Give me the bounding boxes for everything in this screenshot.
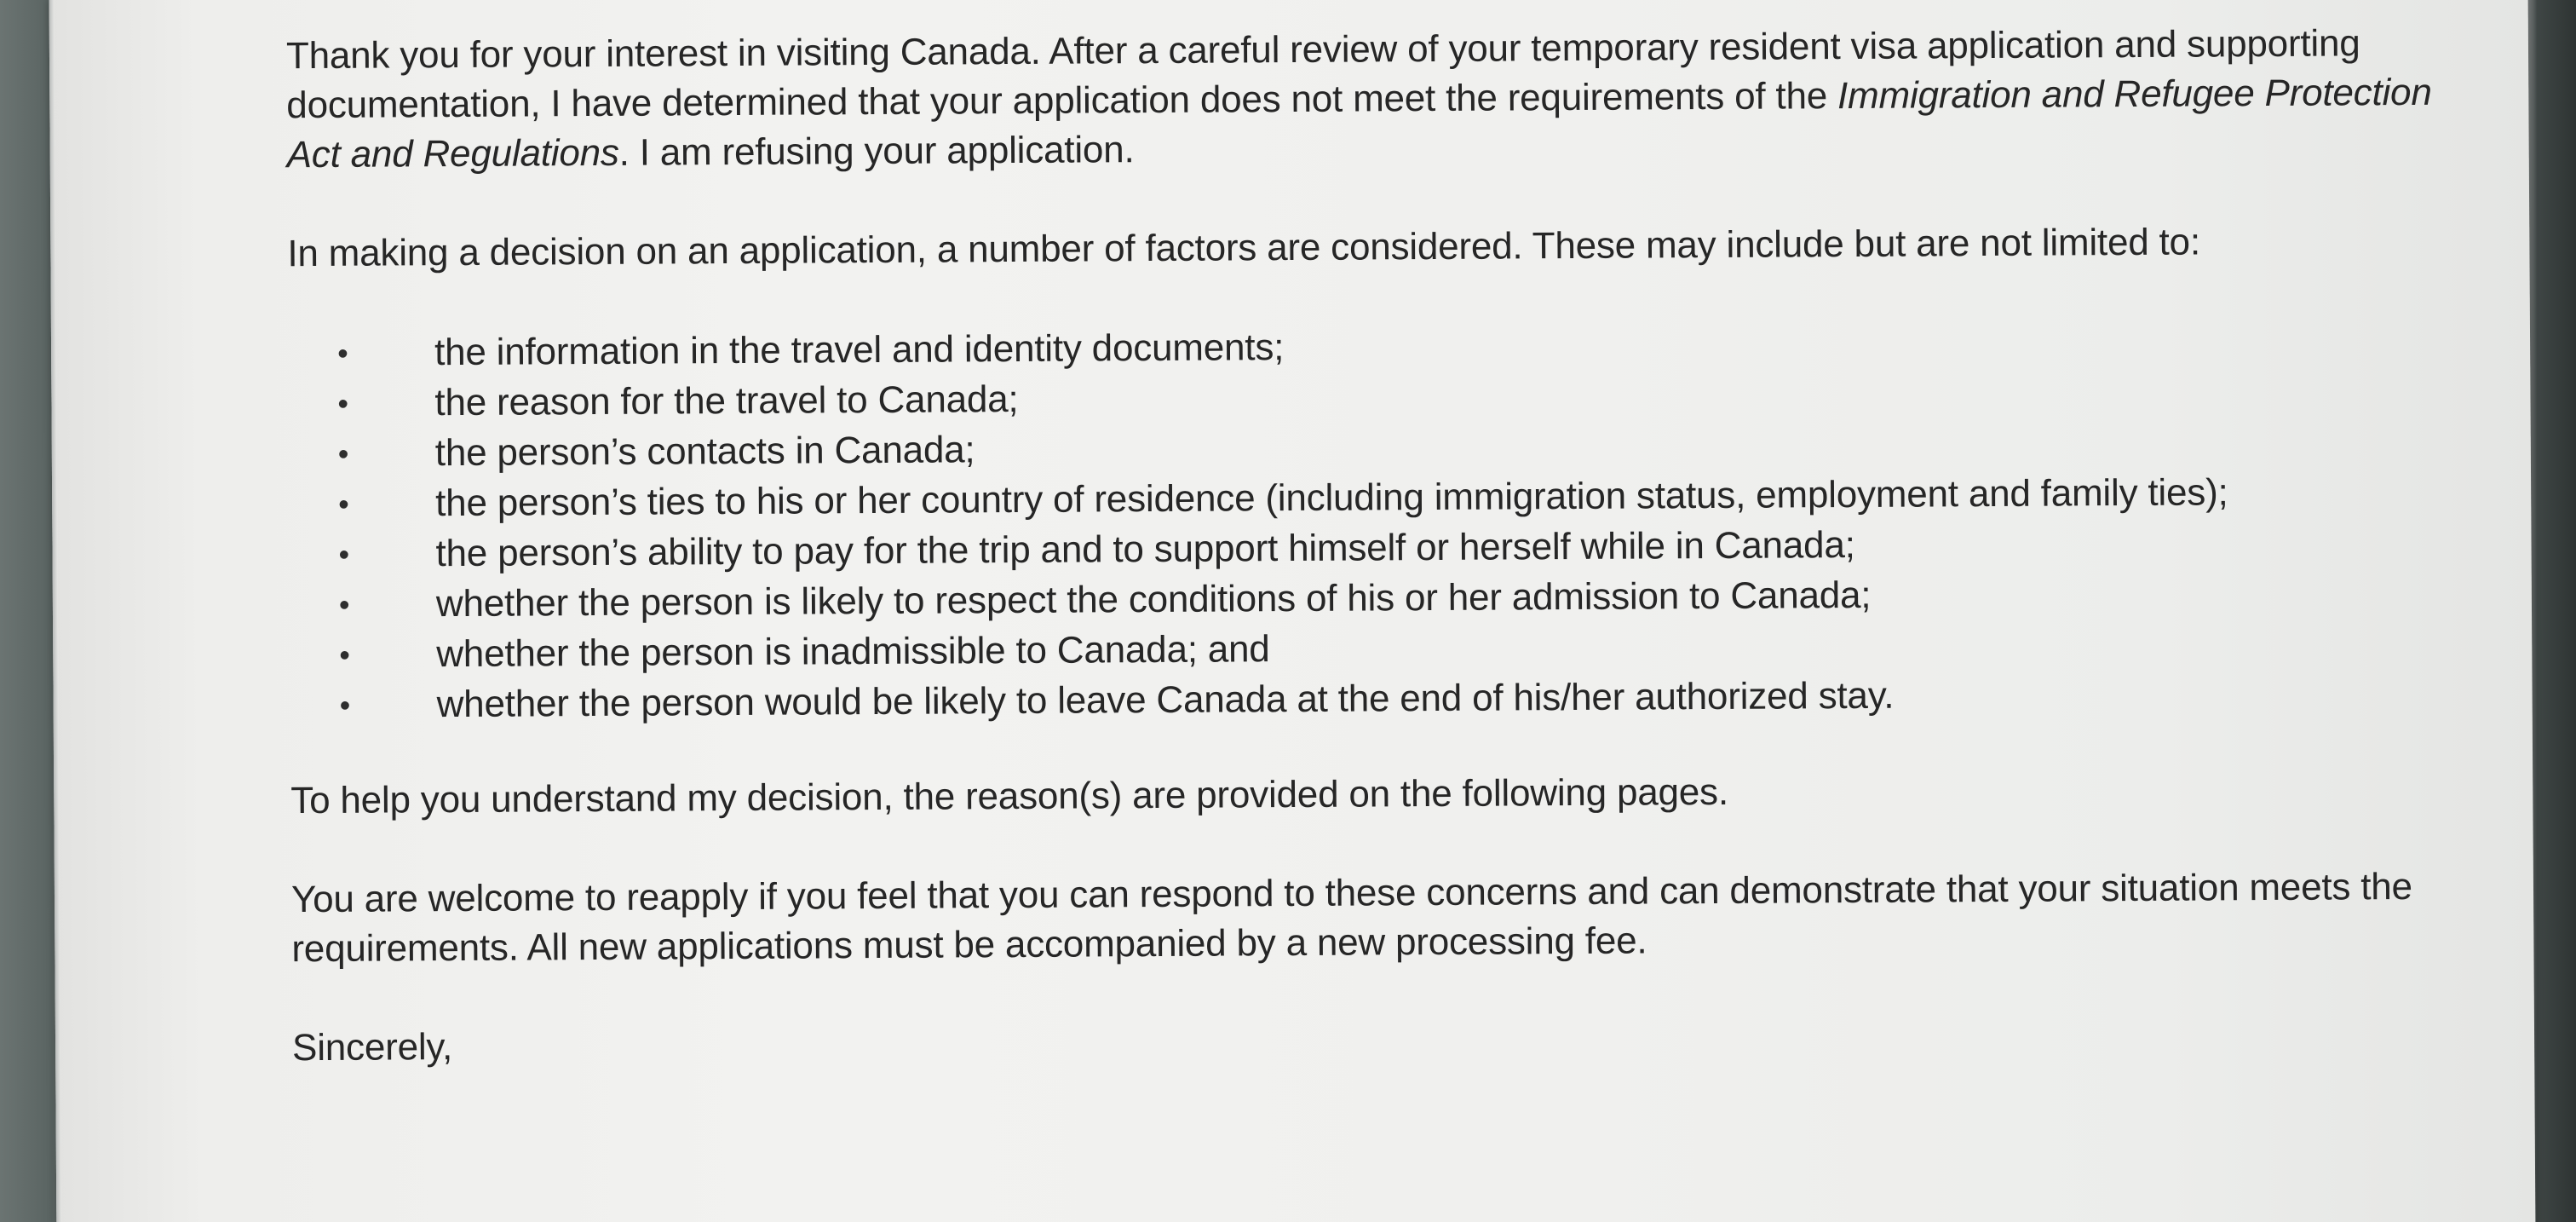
bullet-icon: • (337, 385, 349, 421)
factors-intro-paragraph: In making a decision on an application, a number of factors are considered. These may include but are not limited to: (287, 221, 2201, 275)
factor-text: whether the person is likely to respect the conditions of his or her admission to Canada; (435, 574, 1872, 625)
letter-body (286, 19, 2473, 1074)
factor-text: the reason for the travel to Canada; (434, 378, 1019, 424)
factor-text: the information in the travel and identity documents; (434, 326, 1285, 374)
reapply-paragraph: You are welcome to reapply if you feel that you can respond to these concerns and can demonstrate that your situation meets the requirements. All new applications must be accompanied by a new processing fee. (290, 865, 2412, 971)
closing-salutation: Sincerely, (291, 1026, 453, 1069)
page-edge (49, 0, 62, 1222)
factor-text: the person’s ability to pay for the trip and to support himself or herself while in Canada; (435, 523, 1855, 575)
intro-paragraph (286, 19, 2468, 181)
factor-text: the person’s contacts in Canada; (434, 429, 975, 475)
factor-text: the person’s ties to his or her country of residence (including immigration status, employment and family ties); (435, 471, 2228, 525)
factors-list (288, 315, 2471, 731)
intro-text-2: . I am refusing your application. (618, 129, 1135, 174)
bullet-icon: • (339, 637, 350, 672)
letter-page (49, 0, 2536, 1222)
intro-text-1: Thank you for your interest in visiting Canada. After a careful review of your temporary resident visa application and supporting documentation, I have determined that your application does not meet the requirements of the (285, 22, 2360, 127)
act-title: Immigration and Refugee Protection Act and Regulations (286, 71, 2432, 176)
bullet-icon: • (339, 687, 351, 723)
bullet-icon: • (338, 586, 350, 622)
bullet-icon: • (338, 486, 349, 522)
bullet-icon: • (336, 335, 348, 371)
bullet-icon: • (338, 536, 350, 572)
factor-text: whether the person would be likely to leave Canada at the end of his/her authorized stay. (436, 674, 1895, 726)
reasons-paragraph: To help you understand my decision, the reason(s) are provided on the following pages. (290, 770, 1729, 822)
factor-text: whether the person is inadmissible to Canada; and (436, 628, 1270, 676)
bullet-icon: • (337, 435, 349, 471)
